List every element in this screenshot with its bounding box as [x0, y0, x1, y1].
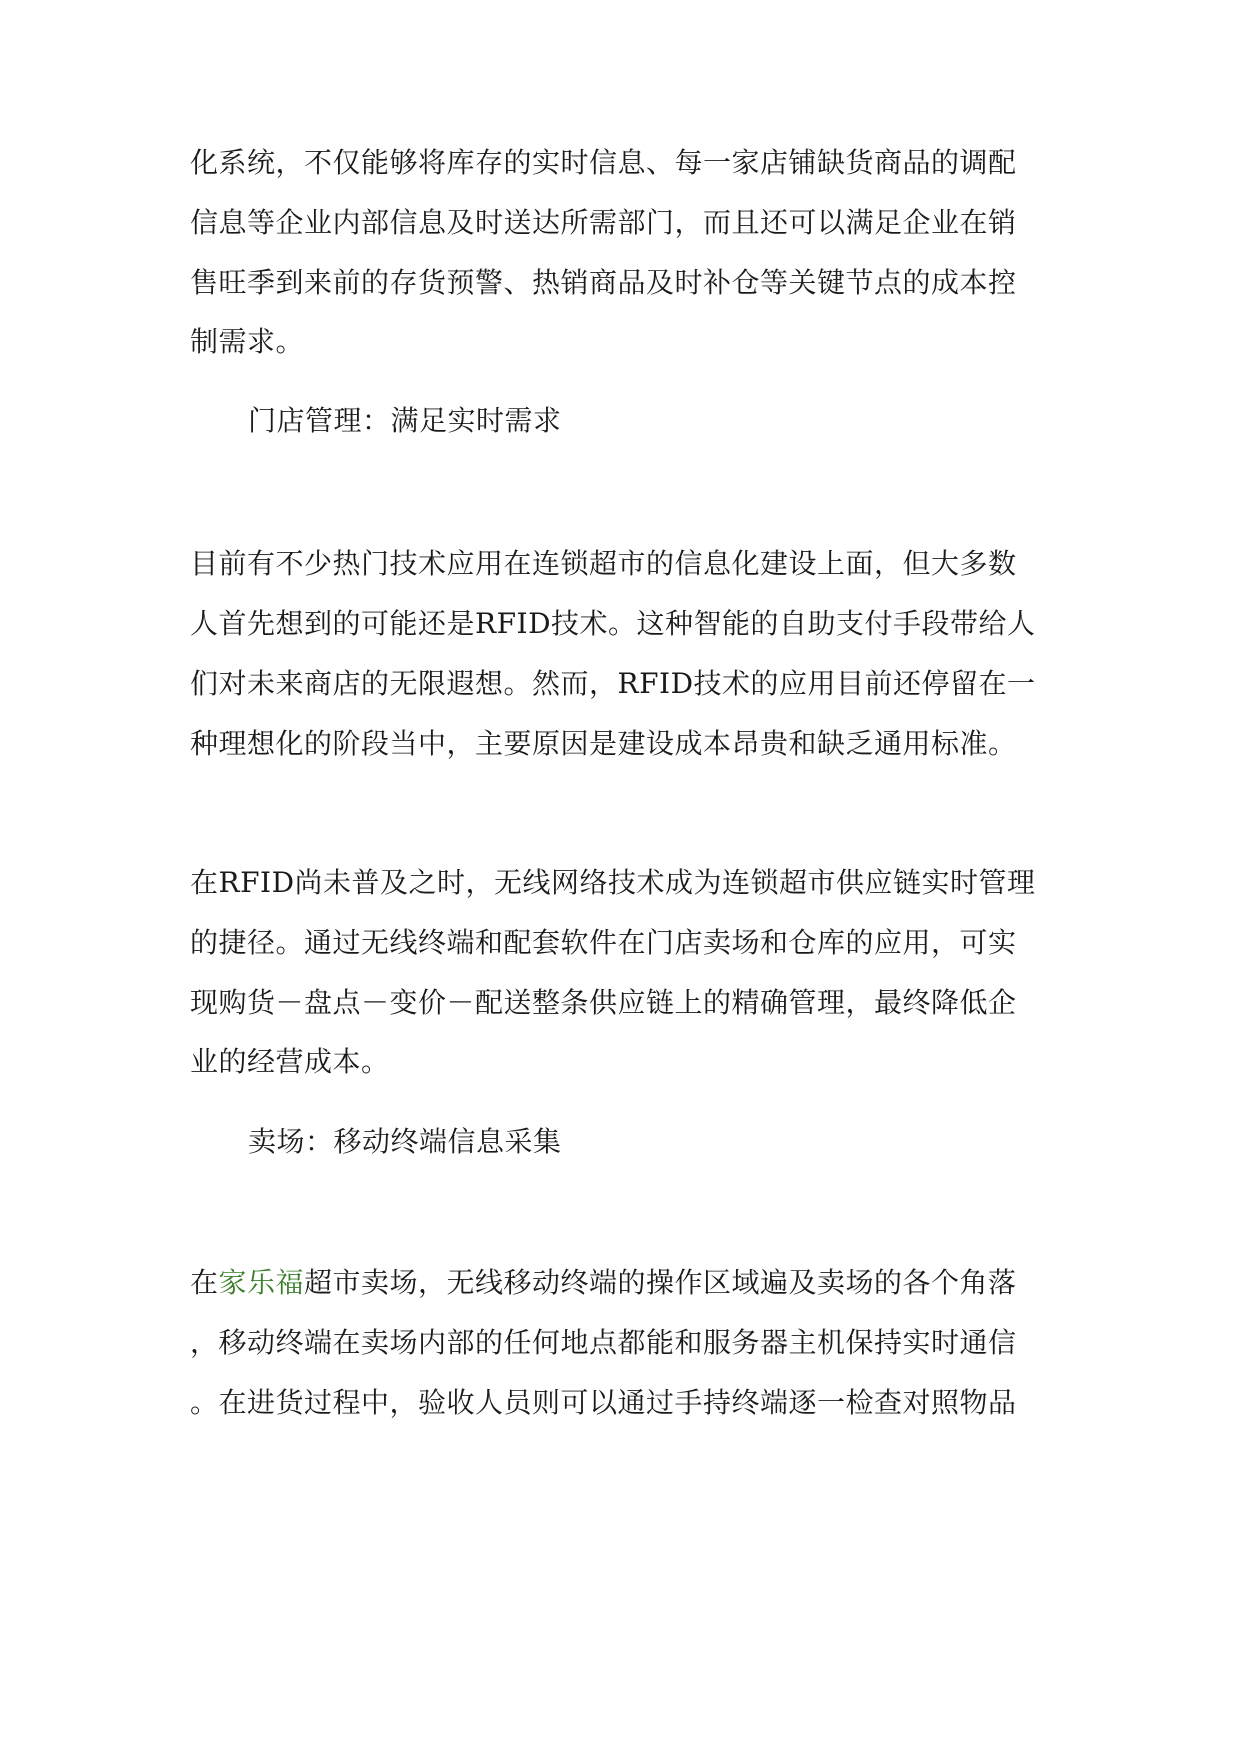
paragraph-line: ，移动终端在卖场内部的任何地点都能和服务器主机保持实时通信	[190, 1326, 1017, 1359]
paragraph-line: 制需求。	[190, 325, 305, 358]
section-heading: 卖场：移动终端信息采集	[248, 1125, 562, 1158]
section-heading: 门店管理：满足实时需求	[248, 404, 562, 437]
paragraph-line: 人首先想到的可能还是RFID技术。这种智能的自助支付手段带给人	[190, 607, 1036, 640]
paragraph-line: 。在进货过程中，验收人员则可以通过手持终端逐一检查对照物品	[190, 1386, 1017, 1419]
paragraph-text: 超市卖场，无线移动终端的操作区域遍及卖场的各个角落	[304, 1266, 1017, 1299]
paragraph-line: 在RFID尚未普及之时，无线网络技术成为连锁超市供应链实时管理	[190, 866, 1036, 899]
paragraph-line: 售旺季到来前的存货预警、热销商品及时补仓等关键节点的成本控	[190, 266, 1017, 299]
paragraph-line	[190, 1263, 1040, 1303]
paragraph-line: 业的经营成本。	[190, 1045, 390, 1078]
paragraph-line: 目前有不少热门技术应用在连锁超市的信息化建设上面，但大多数	[190, 547, 1017, 580]
paragraph-line: 化系统，不仅能够将库存的实时信息、每一家店铺缺货商品的调配	[190, 146, 1017, 179]
paragraph-line: 信息等企业内部信息及时送达所需部门，而且还可以满足企业在销	[190, 206, 1017, 239]
paragraph-line: 们对未来商店的无限遐想。然而，RFID技术的应用目前还停留在一	[190, 667, 1036, 700]
paragraph-line: 的捷径。通过无线终端和配套软件在门店卖场和仓库的应用，可实	[190, 926, 1017, 959]
paragraph-line: 现购货－盘点－变价－配送整条供应链上的精确管理，最终降低企	[190, 986, 1017, 1019]
paragraph-line: 种理想化的阶段当中，主要原因是建设成本昂贵和缺乏通用标准。	[190, 727, 1017, 760]
keyword-link[interactable]: 家乐福	[218, 1266, 305, 1299]
paragraph-text: 在	[190, 1266, 219, 1299]
